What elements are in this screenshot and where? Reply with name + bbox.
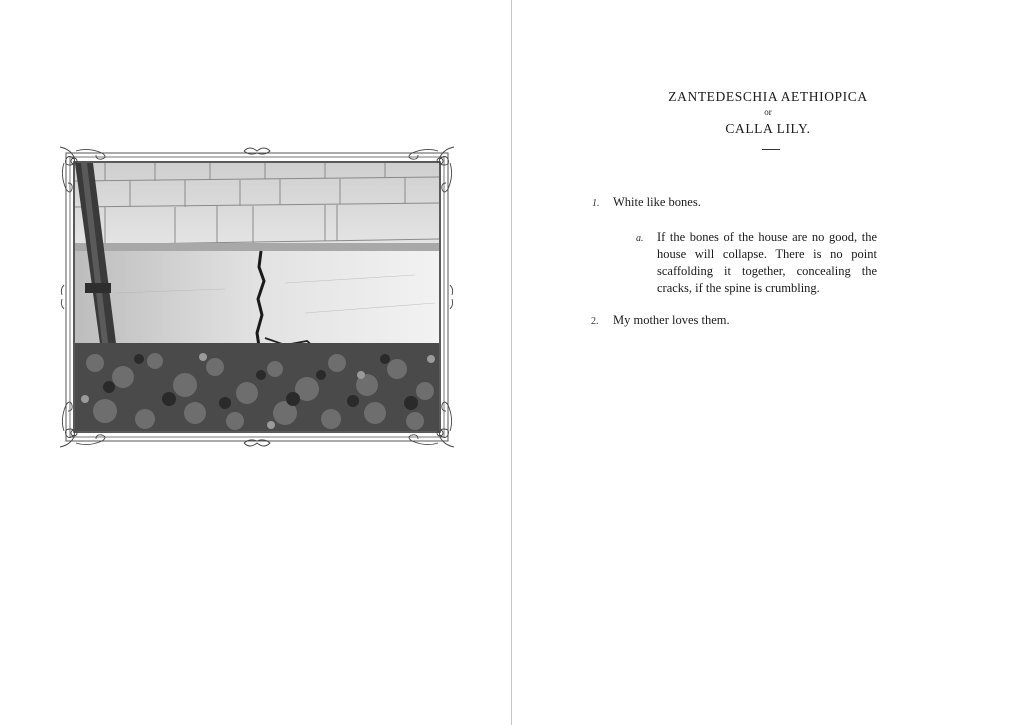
item-number: 2. xyxy=(591,316,599,327)
right-page xyxy=(512,0,1024,725)
list-item-text: My mother loves them. xyxy=(613,313,730,327)
photo-image xyxy=(75,163,439,431)
subitem-text: If the bones of the house are no good, the house will collapse. There is no point scaffolding it together, concealing the cracks, if the spine is crumbling. xyxy=(657,230,877,295)
subitem-letter: a. xyxy=(636,233,644,244)
house-foundation-photo xyxy=(75,163,439,431)
page-title: ZANTEDESCHIA AETHIOPICA xyxy=(668,89,868,104)
list-item-text: White like bones. xyxy=(613,195,701,209)
item-number: 1. xyxy=(592,198,600,209)
page-subtitle: CALLA LILY. xyxy=(725,121,811,136)
title-divider xyxy=(762,149,780,150)
title-conjunction: or xyxy=(764,107,772,117)
